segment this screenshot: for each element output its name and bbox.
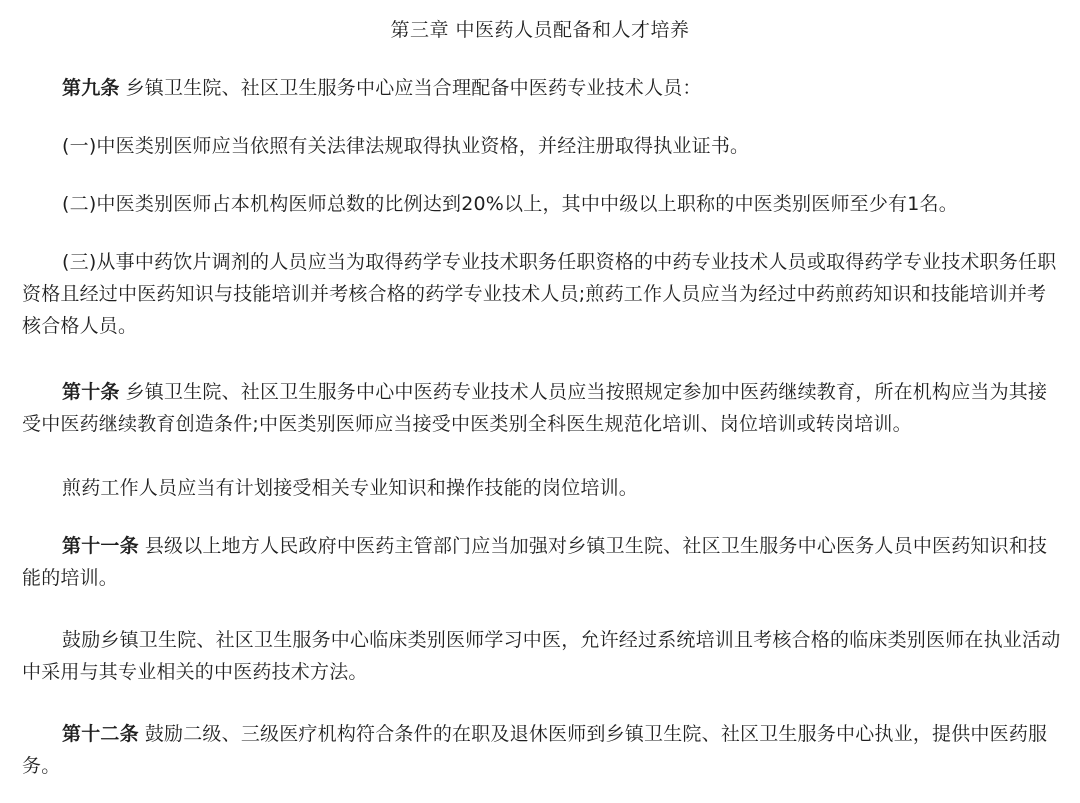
paragraph-article-12 (22, 718, 1062, 782)
paragraph-decoction-training (22, 472, 1062, 504)
article-number: 第九条 (62, 77, 120, 99)
paragraph-clinical-physicians (22, 624, 1062, 688)
paragraph-text: 县级以上地方人民政府中医药主管部门应当加强对乡镇卫生院、社区卫生服务中心医务人员中医药知识和技能的培训。 (22, 535, 1048, 589)
paragraph-text: 鼓励二级、三级医疗机构符合条件的在职及退休医师到乡镇卫生院、社区卫生服务中心执业，提供中医药服务。 (22, 723, 1048, 777)
chapter-title: 第三章 中医药人员配备和人才培养 (390, 19, 690, 41)
paragraph-article-9 (22, 72, 1062, 104)
paragraph-item-3 (22, 246, 1062, 342)
article-number: 第十一条 (62, 535, 139, 557)
paragraph-text: 鼓励乡镇卫生院、社区卫生服务中心临床类别医师学习中医，允许经过系统培训且考核合格的临床类别医师在执业活动中采用与其专业相关的中医药技术方法。 (22, 629, 1061, 683)
paragraph-text: 煎药工作人员应当有计划接受相关专业知识和操作技能的岗位培训。 (62, 477, 639, 499)
paragraph-text: (三)从事中药饮片调剂的人员应当为取得药学专业技术职务任职资格的中药专业技术人员或取得药学专业技术职务任职资格且经过中医药知识与技能培训并考核合格的药学专业技术人员;煎药工作人员应当为经过中药煎药知识和技能培训并考核合格人员。 (22, 251, 1057, 337)
paragraph-text: 乡镇卫生院、社区卫生服务中心中医药专业技术人员应当按照规定参加中医药继续教育，所在机构应当为其接受中医药继续教育创造条件;中医类别医师应当接受中医类别全科医生规范化培训、岗位培训或转岗培训。 (22, 381, 1048, 435)
paragraph-item-1 (22, 130, 1062, 162)
paragraph-text: (一)中医类别医师应当依照有关法律法规取得执业资格，并经注册取得执业证书。 (62, 135, 750, 157)
paragraph-article-11 (22, 530, 1062, 594)
paragraph-text: 乡镇卫生院、社区卫生服务中心应当合理配备中医药专业技术人员： (125, 77, 702, 99)
article-number: 第十条 (62, 381, 120, 403)
paragraph-article-10 (22, 376, 1062, 440)
paragraph-text: (二)中医类别医师占本机构医师总数的比例达到20%以上，其中中级以上职称的中医类别医师至少有1名。 (62, 193, 958, 215)
article-number: 第十二条 (62, 723, 139, 745)
paragraph-item-2 (22, 188, 1062, 220)
